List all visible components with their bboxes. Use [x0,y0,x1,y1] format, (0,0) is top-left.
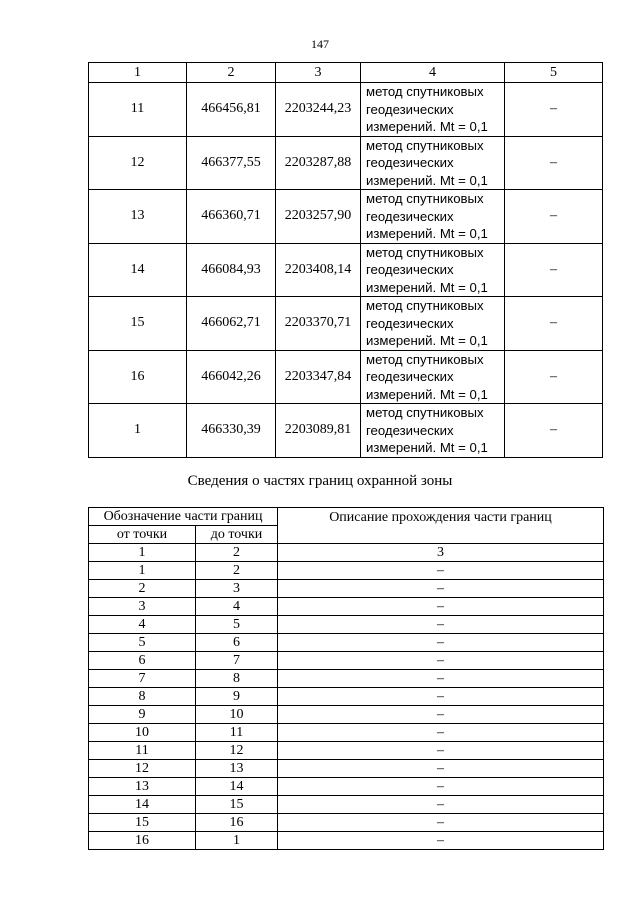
to-point: 8 [196,670,278,688]
boundary-description: – [278,814,604,832]
parts-numbers-row [89,544,604,562]
measurement-method [361,404,505,458]
measurement-method [361,297,505,351]
point-number: 13 [89,190,187,244]
measurement-method-line: геодезических [366,262,454,277]
to-point: 14 [196,778,278,796]
to-point: 15 [196,796,278,814]
measurement-method-line: измерений. Mt = 0,1 [366,172,488,188]
boundary-part-row [89,634,604,652]
note: – [505,190,603,244]
boundary-part-row [89,616,604,634]
note: – [505,243,603,297]
boundary-description: – [278,796,604,814]
from-point: 15 [89,814,196,832]
measurement-method-line: геодезических [366,155,454,170]
from-point: 13 [89,778,196,796]
coordinates-row [89,136,603,190]
measurement-method-line: геодезических [366,422,454,438]
to-point: 10 [196,706,278,724]
measurement-method-line: метод спутниковых [366,244,484,260]
coordinate-x: 466062,71 [187,297,276,351]
from-point: 5 [89,634,196,652]
measurement-method-line: геодезических [366,101,454,117]
measurement-method-line: измерений. Mt = 0,1 [366,440,488,455]
note: – [505,136,603,190]
coordinate-y: 2203257,90 [276,190,361,244]
measurement-method-line: метод спутниковых [366,298,484,313]
point-number: 1 [89,404,187,458]
to-point: 7 [196,652,278,670]
from-point: 10 [89,724,196,742]
from-point: 8 [89,688,196,706]
measurement-method-line: измерений. Mt = 0,1 [366,386,488,402]
measurement-method [361,190,505,244]
point-number: 16 [89,350,187,404]
header-cell-3: 3 [276,63,361,83]
measurement-method-line: метод спутниковых [366,191,484,206]
coordinates-row [89,404,603,458]
to-point-header: до точки [196,526,278,544]
measurement-method-line: геодезических [366,208,454,224]
to-point: 2 [196,562,278,580]
boundary-part-row [89,652,604,670]
coordinate-x: 466084,93 [187,243,276,297]
boundary-part-row [89,760,604,778]
measurement-method-line: измерений. Mt = 0,1 [366,226,488,241]
boundary-description: – [278,598,604,616]
measurement-method [361,350,505,404]
boundary-part-row [89,814,604,832]
boundary-description: – [278,562,604,580]
header-cell-4: 4 [361,63,505,83]
coordinate-y: 2203408,14 [276,243,361,297]
measurement-method [361,136,505,190]
boundary-part-row [89,724,604,742]
point-number: 12 [89,136,187,190]
parts-header-row [89,508,604,526]
boundary-part-row [89,796,604,814]
note: – [505,404,603,458]
boundary-part-row [89,742,604,760]
measurement-method-line: измерений. Mt = 0,1 [366,333,488,348]
boundary-description: – [278,724,604,742]
header-cell-2: 2 [187,63,276,83]
to-point: 6 [196,634,278,652]
boundary-part-row [89,670,604,688]
coordinate-y: 2203287,88 [276,136,361,190]
boundary-description: – [278,832,604,850]
from-point-header: от точки [89,526,196,544]
to-point: 4 [196,598,278,616]
to-point: 1 [196,832,278,850]
coordinates-table [88,62,603,458]
boundary-part-row [89,598,604,616]
coordinates-row [89,243,603,297]
from-point: 3 [89,598,196,616]
to-point: 3 [196,580,278,598]
page-number: 147 [311,37,329,51]
measurement-method-line: геодезических [366,369,454,384]
from-point: 12 [89,760,196,778]
note: – [505,350,603,404]
coordinate-y: 2203244,23 [276,83,361,137]
measurement-method [361,243,505,297]
boundary-part-row [89,778,604,796]
column-number: 1 [89,544,196,562]
coordinate-x: 466360,71 [187,190,276,244]
to-point: 11 [196,724,278,742]
coordinate-x: 466377,55 [187,136,276,190]
coordinates-row [89,350,603,404]
measurement-method-line: метод спутниковых [366,351,484,367]
coordinates-row [89,190,603,244]
boundary-description-header: Описание прохождения части границ [278,508,604,544]
to-point: 13 [196,760,278,778]
coordinate-x: 466456,81 [187,83,276,137]
header-cell-5: 5 [505,63,603,83]
to-point: 9 [196,688,278,706]
coordinate-x: 466042,26 [187,350,276,404]
measurement-method-line: метод спутниковых [366,137,484,153]
from-point: 7 [89,670,196,688]
from-point: 14 [89,796,196,814]
boundary-parts-table [88,507,604,850]
from-point: 2 [89,580,196,598]
point-number: 11 [89,83,187,137]
note: – [505,83,603,137]
coordinates-row [89,83,603,137]
measurement-method-line: измерений. Mt = 0,1 [366,279,488,295]
boundary-part-row [89,706,604,724]
boundary-part-row [89,562,604,580]
measurement-method [361,83,505,137]
measurement-method-line: метод спутниковых [366,84,484,99]
measurement-method-line: геодезических [366,315,454,331]
to-point: 12 [196,742,278,760]
from-point: 4 [89,616,196,634]
column-number: 2 [196,544,278,562]
boundary-description: – [278,688,604,706]
header-cell-1: 1 [89,63,187,83]
to-point: 16 [196,814,278,832]
boundary-part-row [89,688,604,706]
boundary-description: – [278,706,604,724]
boundary-description: – [278,634,604,652]
coordinate-y: 2203347,84 [276,350,361,404]
measurement-method-line: измерений. Mt = 0,1 [366,119,488,134]
coordinate-y: 2203370,71 [276,297,361,351]
boundary-description: – [278,580,604,598]
coordinate-x: 466330,39 [187,404,276,458]
from-point: 9 [89,706,196,724]
column-number: 3 [278,544,604,562]
to-point: 5 [196,616,278,634]
from-point: 16 [89,832,196,850]
boundary-description: – [278,670,604,688]
from-point: 6 [89,652,196,670]
coordinate-y: 2203089,81 [276,404,361,458]
boundary-description: – [278,652,604,670]
measurement-method-line: метод спутниковых [366,405,484,420]
boundary-description: – [278,742,604,760]
point-number: 14 [89,243,187,297]
boundary-description: – [278,760,604,778]
boundary-part-row [89,832,604,850]
boundary-description: – [278,778,604,796]
boundary-part-designation-header: Обозначение части границ [89,508,278,526]
note: – [505,297,603,351]
from-point: 1 [89,562,196,580]
boundary-part-row [89,580,604,598]
point-number: 15 [89,297,187,351]
boundary-description: – [278,616,604,634]
coordinates-row [89,297,603,351]
from-point: 11 [89,742,196,760]
section-title: Сведения о частях границ охранной зоны [187,473,453,489]
coordinates-header-row [89,63,603,83]
